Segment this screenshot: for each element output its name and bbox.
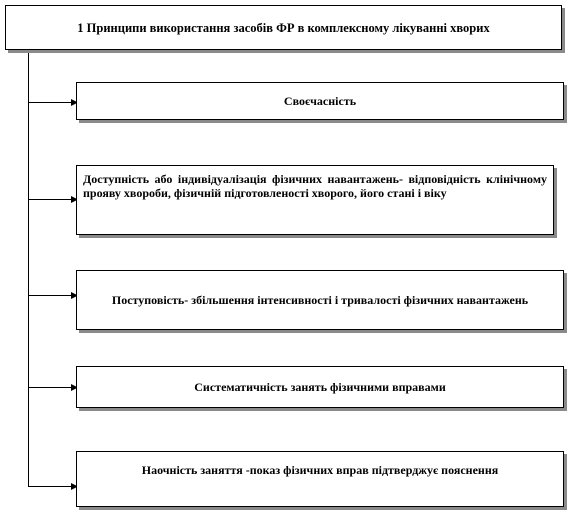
principle-box-systematicity bbox=[76, 366, 564, 408]
header-title: 1 Принципи використання засобів ФР в комплексному лікуванні хворих bbox=[77, 20, 490, 35]
principle-box-visibility bbox=[76, 451, 564, 507]
principle-text: Поступовість- збільшення інтенсивності і тривалості фізичних навантажень bbox=[111, 293, 529, 307]
principle-text: Наочність заняття -показ фізичних вправ підтверджує пояснення bbox=[141, 463, 499, 477]
principle-box-accessibility bbox=[76, 165, 554, 235]
principle-box-gradualness bbox=[76, 270, 564, 330]
principle-text: Доступність або індивідуалізація фізичних навантажень- відповідність клінічному прояву хвороби, фізичній підготовленості хворого, його стані і віку bbox=[83, 172, 547, 200]
principle-text: Систематичність занять фізичними вправами bbox=[194, 380, 446, 394]
principle-box-timeliness bbox=[76, 82, 564, 120]
principle-text: Своєчасність bbox=[283, 94, 357, 108]
header-box bbox=[5, 5, 562, 50]
